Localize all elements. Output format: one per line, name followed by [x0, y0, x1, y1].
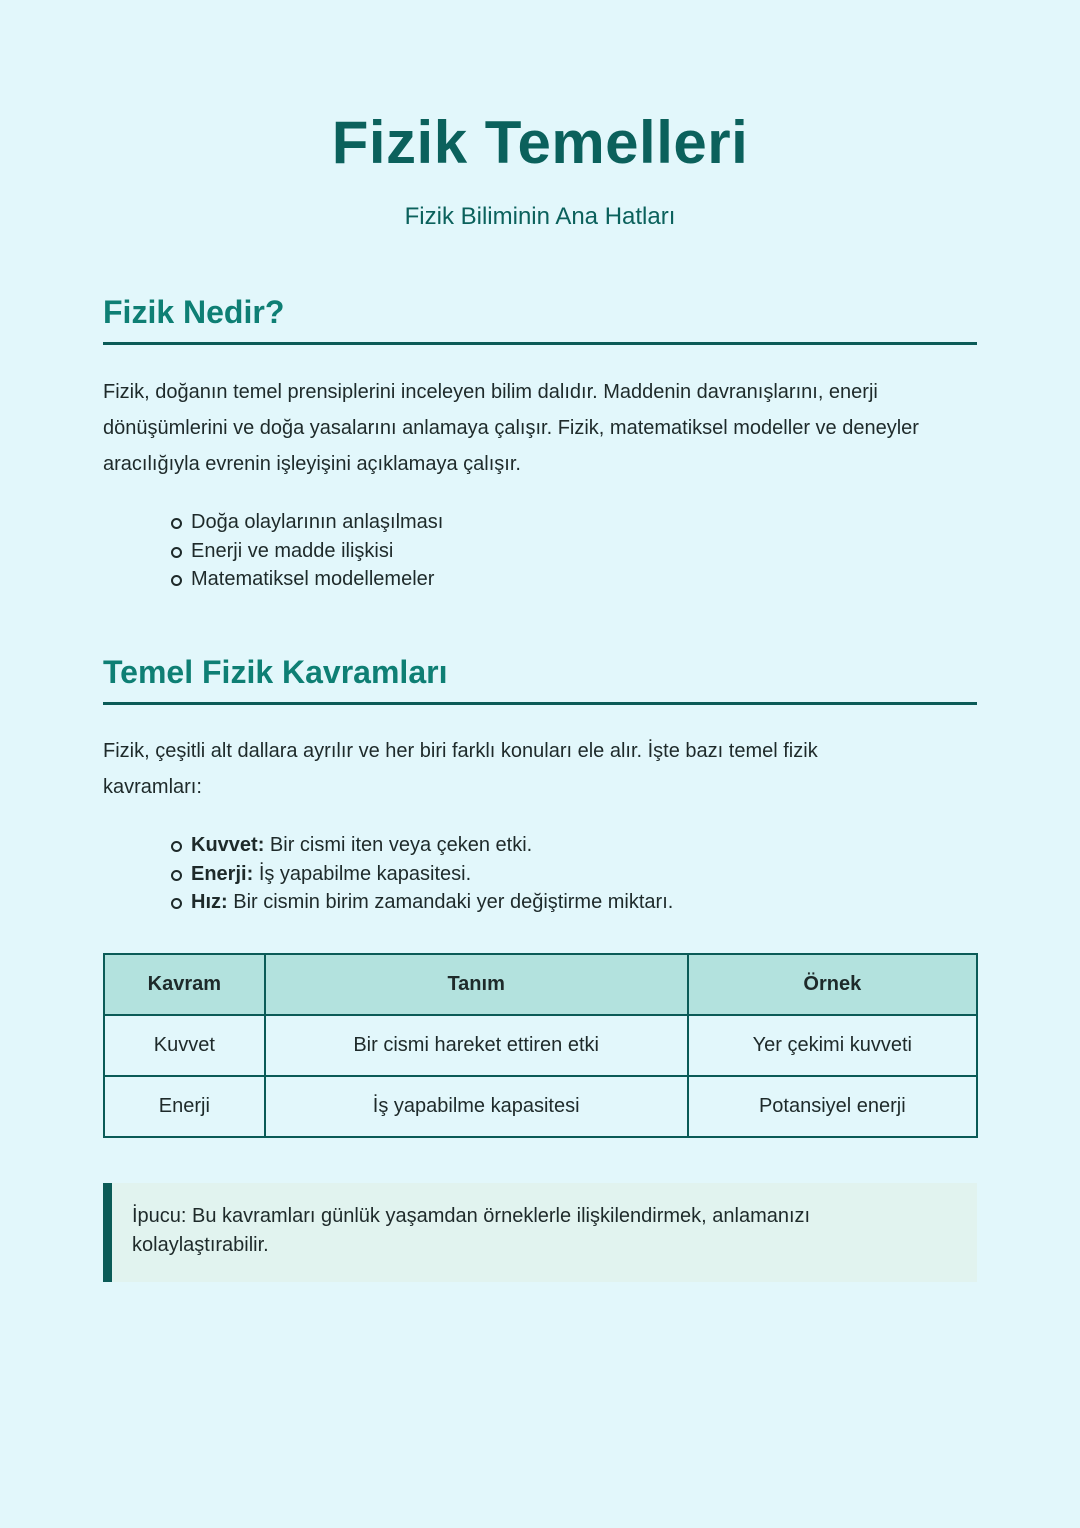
tip-callout	[103, 1183, 977, 1282]
list-item	[191, 831, 673, 860]
table-cell: Bir cismi hareket ettiren etki	[265, 1015, 688, 1076]
concepts-table	[103, 953, 978, 1138]
section-heading-basic-concepts: Temel Fizik Kavramları	[103, 652, 977, 705]
table-row	[104, 1076, 977, 1137]
section-paragraph-what-is-physics: Fizik, doğanın temel prensiplerini inceleyen bilim dalıdır. Maddenin davranışlarını, enerji dönüşümlerini ve doğa yasalarını anlamaya çalışır. Fizik, matematiksel modeller ve deneyler aracılığıyla evrenin işleyişini açıklamaya çalışır.	[103, 381, 919, 475]
column-header-concept: Kavram	[104, 954, 265, 1015]
concept-description: Bir cismi iten veya çeken etki.	[269, 834, 533, 856]
column-header-definition: Tanım	[265, 954, 688, 1015]
list-item	[191, 888, 673, 917]
table-row	[104, 1015, 977, 1076]
concept-description: İş yapabilme kapasitesi.	[258, 862, 472, 885]
concept-description: Bir cismin birim zamandaki yer değiştirme miktarı.	[233, 891, 674, 913]
page-title: Fizik Temelleri	[331, 109, 749, 176]
bullet-list-physics-goals	[191, 508, 443, 594]
list-item	[191, 860, 673, 889]
page-subtitle: Fizik Biliminin Ana Hatları	[404, 203, 676, 230]
bullet-list-concepts	[191, 831, 673, 917]
section-heading-what-is-physics: Fizik Nedir?	[103, 292, 977, 345]
table-cell: Enerji	[104, 1076, 265, 1137]
table-cell: Potansiyel enerji	[688, 1076, 977, 1137]
column-header-example: Örnek	[688, 954, 977, 1015]
concept-term: Kuvvet:	[191, 834, 265, 856]
table-cell: Kuvvet	[104, 1015, 265, 1076]
concept-term: Hız:	[191, 891, 228, 913]
table-cell: İş yapabilme kapasitesi	[265, 1076, 688, 1137]
list-item: Doğa olaylarının anlaşılması	[191, 508, 443, 537]
list-item: Matematiksel modellemeler	[191, 565, 443, 594]
concept-term: Enerji:	[191, 862, 254, 885]
table-cell: Yer çekimi kuvveti	[688, 1015, 977, 1076]
section-paragraph-basic-concepts: Fizik, çeşitli alt dallara ayrılır ve her biri farklı konuları ele alır. İşte bazı temel fizik kavramları:	[103, 740, 818, 798]
list-item: Enerji ve madde ilişkisi	[191, 537, 443, 566]
tip-text: İpucu: Bu kavramları günlük yaşamdan örneklerle ilişkilendirmek, anlamanızı kolaylaştırabilir.	[132, 1205, 811, 1256]
table-header-row	[104, 954, 977, 1015]
